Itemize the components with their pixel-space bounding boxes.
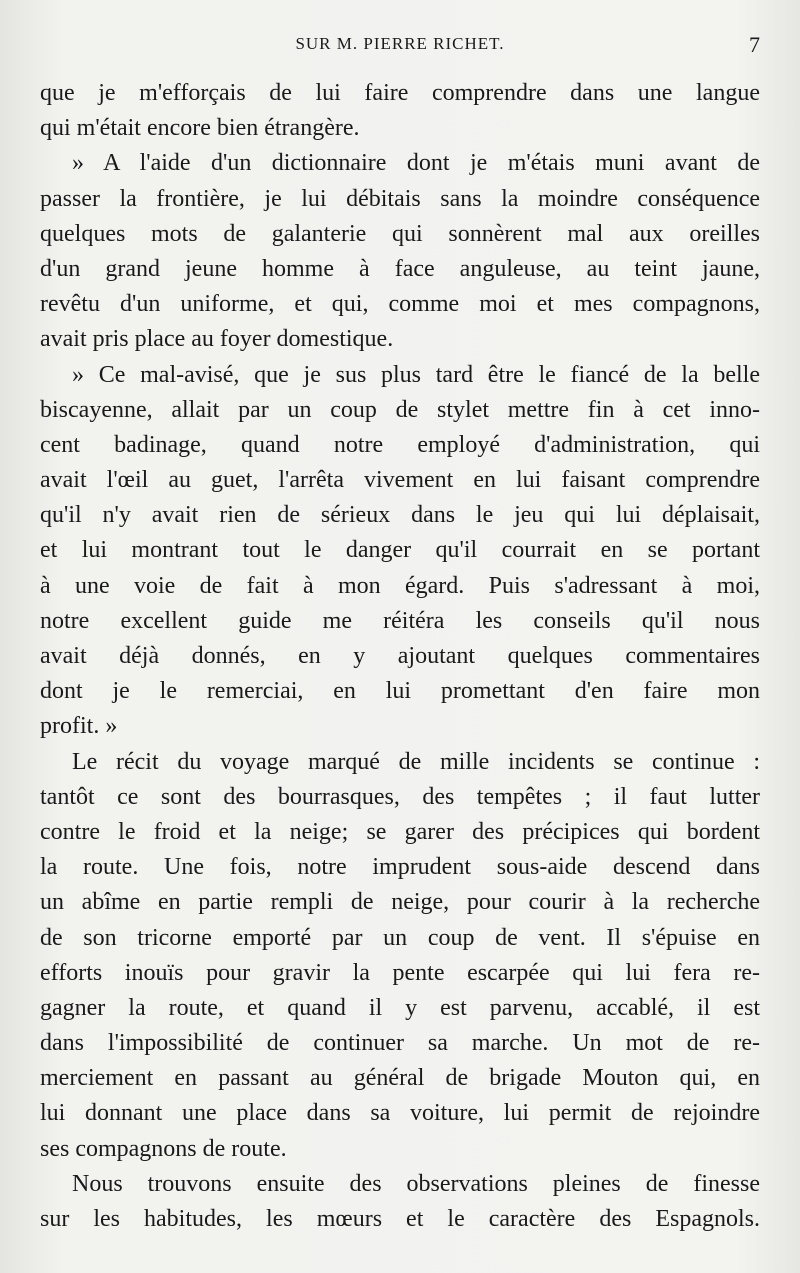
- text-line: contre le froid et la neige; se garer des précipices qui bordent: [40, 818, 760, 845]
- text-line: profit. »: [40, 713, 118, 740]
- text-line: de son tricorne emporté par un coup de vent. Il s'épuise en: [40, 924, 760, 951]
- text-line: avait l'œil au guet, l'arrêta vivement en lui faisant comprendre: [40, 467, 760, 494]
- text-line: d'un grand jeune homme à face anguleuse, au teint jaune,: [40, 255, 760, 282]
- text-line: cent badinage, quand notre employé d'administration, qui: [40, 431, 760, 458]
- text-line: un abîme en partie rempli de neige, pour courir à la recherche: [40, 889, 760, 916]
- text-line: gagner la route, et quand il y est parvenu, accablé, il est: [40, 994, 760, 1021]
- text-line: dont je le remerciai, en lui promettant d'en faire mon: [40, 678, 760, 705]
- text-line: qu'il n'y avait rien de sérieux dans le jeu qui lui déplaisait,: [40, 502, 760, 529]
- text-line: avait pris place au foyer domestique.: [40, 326, 394, 353]
- page-body: [40, 76, 760, 1237]
- text-line: quelques mots de galanterie qui sonnèrent mal aux oreilles: [40, 220, 760, 247]
- text-line: sur les habitudes, les mœurs et le caractère des Espagnols.: [40, 1206, 760, 1232]
- text-line: merciement en passant au général de brigade Mouton qui, en: [40, 1065, 760, 1092]
- page-number: 7: [749, 32, 760, 57]
- text-line: avait déjà donnés, en y ajoutant quelques commentaires: [40, 643, 760, 669]
- text-line: qui m'était encore bien étrangère.: [40, 115, 360, 142]
- text-line: tantôt ce sont des bourrasques, des tempêtes ; il faut lutter: [40, 783, 760, 810]
- text-line: et lui montrant tout le danger qu'il courrait en se portant: [40, 537, 760, 564]
- text-line: revêtu d'un uniforme, et qui, comme moi et mes compagnons,: [40, 291, 760, 318]
- text-line: » Ce mal-avisé, que je sus plus tard être le fiancé de la belle: [72, 361, 760, 388]
- text-line: la route. Une fois, notre imprudent sous-aide descend dans: [40, 854, 760, 881]
- text-line: ses compagnons de route.: [40, 1135, 287, 1162]
- text-line: Nous trouvons ensuite des observations pleines de finesse: [72, 1170, 760, 1197]
- text-line: lui donnant une place dans sa voiture, lui permit de rejoindre: [40, 1100, 760, 1127]
- page-header: [0, 34, 800, 64]
- text-line: passer la frontière, je lui débitais sans la moindre conséquence: [40, 185, 760, 212]
- text-line: notre excellent guide me réitéra les conseils qu'il nous: [40, 607, 760, 634]
- text-line: Le récit du voyage marqué de mille incidents se continue :: [72, 748, 760, 775]
- text-line: biscayenne, allait par un coup de stylet mettre fin à cet inno-: [40, 396, 760, 423]
- text-line: que je m'efforçais de lui faire comprendre dans une langue: [40, 80, 760, 106]
- running-title: SUR M. PIERRE RICHET.: [295, 34, 505, 53]
- text-line: efforts inouïs pour gravir la pente escarpée qui lui fera re-: [40, 959, 760, 986]
- text-line: » A l'aide d'un dictionnaire dont je m'étais muni avant de: [72, 150, 760, 177]
- text-line: dans l'impossibilité de continuer sa marche. Un mot de re-: [40, 1030, 760, 1057]
- text-line: à une voie de fait à mon égard. Puis s'adressant à moi,: [40, 572, 760, 599]
